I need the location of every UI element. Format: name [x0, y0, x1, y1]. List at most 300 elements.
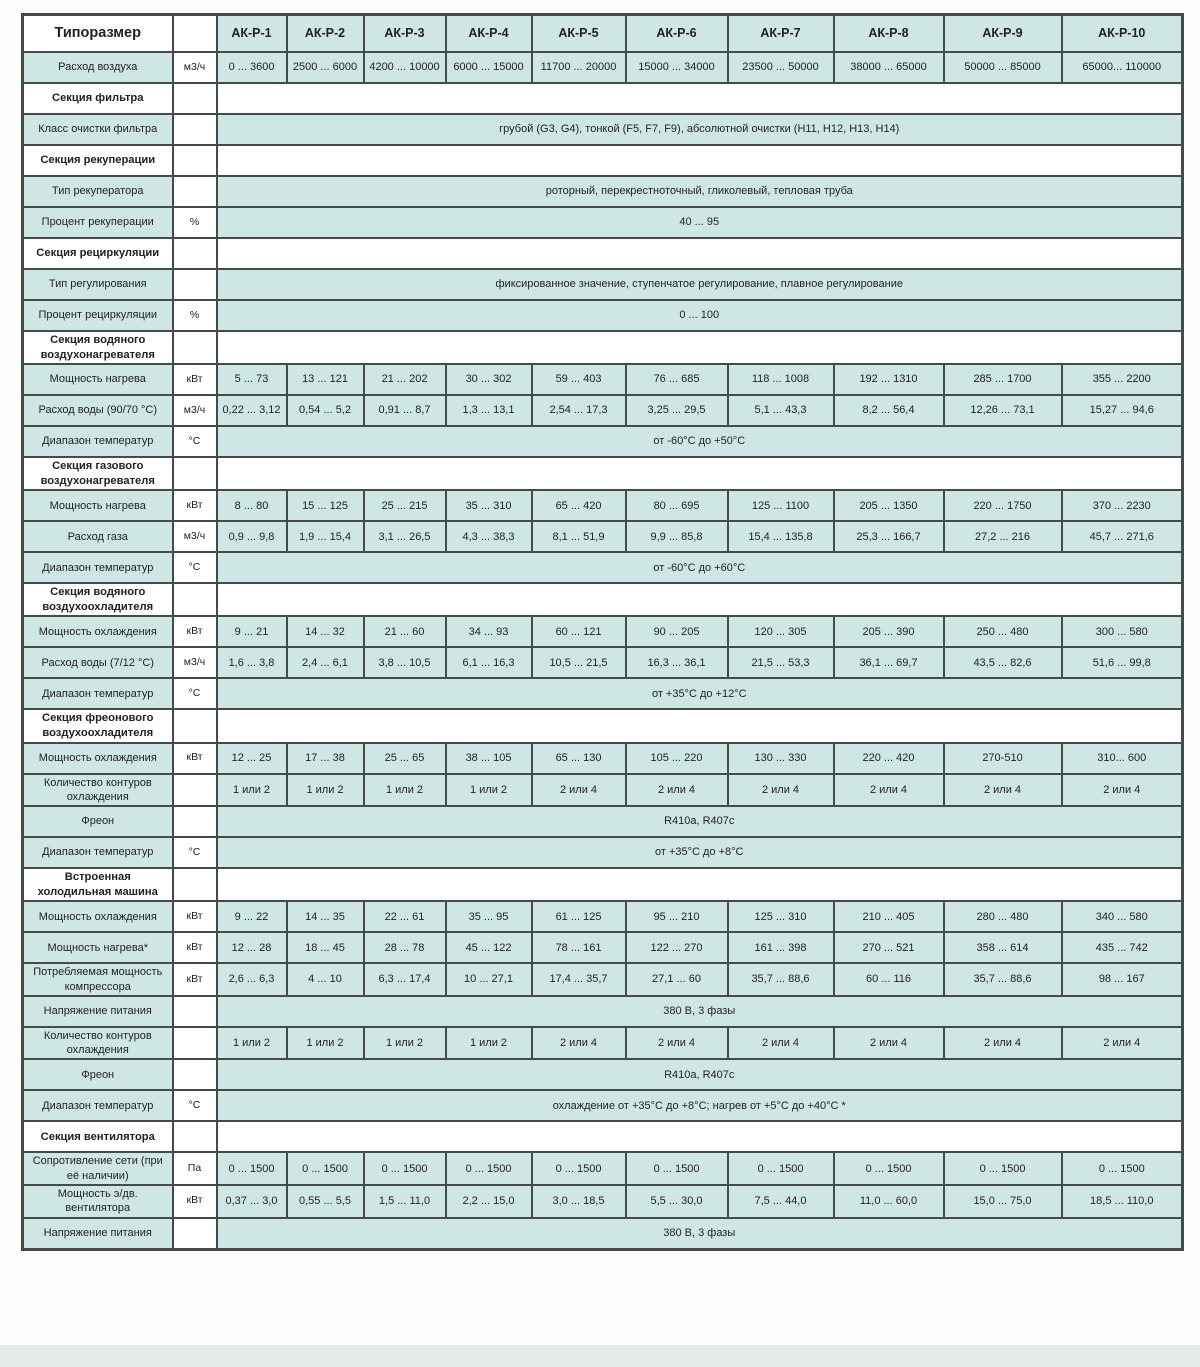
value-cell: 5,5 ... 30,0 — [626, 1185, 728, 1218]
table-row — [23, 1027, 1183, 1060]
value-cell: 130 ... 330 — [728, 743, 834, 774]
value-cell: 18,5 ... 110,0 — [1062, 1185, 1183, 1218]
row-label: Расход воды (7/12 °С) — [23, 647, 173, 678]
value-cell: 27,2 ... 216 — [944, 521, 1062, 552]
value-cell: 0,37 ... 3,0 — [217, 1185, 287, 1218]
column-header: АК-Р-2 — [287, 15, 364, 53]
merged-value: роторный, перекрестноточный, гликолевый, тепловая труба — [217, 176, 1183, 207]
unit-label — [173, 1218, 217, 1250]
value-cell: 0,54 ... 5,2 — [287, 395, 364, 426]
value-cell: 78 ... 161 — [532, 932, 626, 963]
unit-label: м3/ч — [173, 647, 217, 678]
unit-cell — [173, 331, 217, 364]
row-label: Количество контуров охлаждения — [23, 1027, 173, 1060]
unit-cell — [173, 457, 217, 490]
value-cell: 2 или 4 — [834, 1027, 944, 1060]
value-cell: 80 ... 695 — [626, 490, 728, 521]
table-row — [23, 364, 1183, 395]
value-cell: 2 или 4 — [944, 774, 1062, 807]
row-label: Процент рекуперации — [23, 207, 173, 238]
value-cell: 18 ... 45 — [287, 932, 364, 963]
merged-value: 380 В, 3 фазы — [217, 996, 1183, 1027]
value-cell: 1 или 2 — [446, 774, 532, 807]
section-space — [217, 1121, 1183, 1152]
table-row — [23, 176, 1183, 207]
table-row — [23, 269, 1183, 300]
value-cell: 27,1 ... 60 — [626, 963, 728, 996]
section-row — [23, 709, 1183, 742]
value-cell: 1 или 2 — [364, 1027, 446, 1060]
value-cell: 2 или 4 — [1062, 774, 1183, 807]
value-cell: 60 ... 116 — [834, 963, 944, 996]
value-cell: 2 или 4 — [626, 774, 728, 807]
table-row — [23, 806, 1183, 837]
value-cell: 22 ... 61 — [364, 901, 446, 932]
value-cell: 270 ... 521 — [834, 932, 944, 963]
merged-value: охлаждение от +35°С до +8°С; нагрев от +5°С до +40°С * — [217, 1090, 1183, 1121]
value-cell: 1 или 2 — [287, 774, 364, 807]
value-cell: 0 ... 1500 — [287, 1152, 364, 1185]
unit-cell — [173, 145, 217, 176]
value-cell: 59 ... 403 — [532, 364, 626, 395]
value-cell: 11,0 ... 60,0 — [834, 1185, 944, 1218]
section-row — [23, 331, 1183, 364]
section-label: Секция газового воздухонагревателя — [23, 457, 173, 490]
value-cell: 1,5 ... 11,0 — [364, 1185, 446, 1218]
value-cell: 4,3 ... 38,3 — [446, 521, 532, 552]
table-row — [23, 932, 1183, 963]
table-row — [23, 774, 1183, 807]
value-cell: 35,7 ... 88,6 — [728, 963, 834, 996]
value-cell: 0 ... 1500 — [217, 1152, 287, 1185]
value-cell: 250 ... 480 — [944, 616, 1062, 647]
value-cell: 60 ... 121 — [532, 616, 626, 647]
unit-label: °С — [173, 552, 217, 583]
value-cell: 0 ... 1500 — [944, 1152, 1062, 1185]
row-label: Диапазон температур — [23, 678, 173, 709]
value-cell: 95 ... 210 — [626, 901, 728, 932]
merged-value: от +35°С до +8°С — [217, 837, 1183, 868]
value-cell: 34 ... 93 — [446, 616, 532, 647]
unit-label: кВт — [173, 490, 217, 521]
value-cell: 25 ... 215 — [364, 490, 446, 521]
section-space — [217, 868, 1183, 901]
value-cell: 61 ... 125 — [532, 901, 626, 932]
value-cell: 2,2 ... 15,0 — [446, 1185, 532, 1218]
value-cell: 1,6 ... 3,8 — [217, 647, 287, 678]
value-cell: 0 ... 1500 — [1062, 1152, 1183, 1185]
section-label: Секция рекуперации — [23, 145, 173, 176]
section-row — [23, 83, 1183, 114]
value-cell: 0 ... 1500 — [728, 1152, 834, 1185]
value-cell: 270-510 — [944, 743, 1062, 774]
value-cell: 2 или 4 — [532, 774, 626, 807]
unit-label — [173, 1059, 217, 1090]
table-row — [23, 616, 1183, 647]
value-cell: 1,3 ... 13,1 — [446, 395, 532, 426]
value-cell: 10,5 ... 21,5 — [532, 647, 626, 678]
value-cell: 23500 ... 50000 — [728, 52, 834, 83]
value-cell: 98 ... 167 — [1062, 963, 1183, 996]
value-cell: 14 ... 35 — [287, 901, 364, 932]
value-cell: 30 ... 302 — [446, 364, 532, 395]
value-cell: 3,0 ... 18,5 — [532, 1185, 626, 1218]
value-cell: 15,27 ... 94,6 — [1062, 395, 1183, 426]
section-space — [217, 709, 1183, 742]
table-header-row — [23, 15, 1183, 53]
section-space — [217, 145, 1183, 176]
unit-cell — [173, 15, 217, 53]
row-label: Сопротивление сети (при её наличии) — [23, 1152, 173, 1185]
value-cell: 310... 600 — [1062, 743, 1183, 774]
unit-cell — [173, 709, 217, 742]
value-cell: 2,4 ... 6,1 — [287, 647, 364, 678]
value-cell: 280 ... 480 — [944, 901, 1062, 932]
value-cell: 2,6 ... 6,3 — [217, 963, 287, 996]
value-cell: 15,4 ... 135,8 — [728, 521, 834, 552]
value-cell: 65 ... 130 — [532, 743, 626, 774]
unit-cell — [173, 83, 217, 114]
row-label: Расход воды (90/70 °С) — [23, 395, 173, 426]
unit-label: % — [173, 207, 217, 238]
table-row — [23, 114, 1183, 145]
table-row — [23, 901, 1183, 932]
value-cell: 220 ... 1750 — [944, 490, 1062, 521]
table-row — [23, 1152, 1183, 1185]
table-row — [23, 52, 1183, 83]
section-space — [217, 83, 1183, 114]
column-header: АК-Р-1 — [217, 15, 287, 53]
value-cell: 35 ... 95 — [446, 901, 532, 932]
value-cell: 15000 ... 34000 — [626, 52, 728, 83]
value-cell: 340 ... 580 — [1062, 901, 1183, 932]
unit-label — [173, 114, 217, 145]
value-cell: 9,9 ... 85,8 — [626, 521, 728, 552]
value-cell: 205 ... 1350 — [834, 490, 944, 521]
row-label: Тип рекуператора — [23, 176, 173, 207]
unit-cell — [173, 238, 217, 269]
table-row — [23, 996, 1183, 1027]
merged-value: фиксированное значение, ступенчатое регулирование, плавное регулирование — [217, 269, 1183, 300]
row-label: Количество контуров охлаждения — [23, 774, 173, 807]
section-label: Секция вентилятора — [23, 1121, 173, 1152]
value-cell: 355 ... 2200 — [1062, 364, 1183, 395]
value-cell: 14 ... 32 — [287, 616, 364, 647]
table-row — [23, 552, 1183, 583]
value-cell: 2 или 4 — [1062, 1027, 1183, 1060]
table-row — [23, 1218, 1183, 1250]
value-cell: 105 ... 220 — [626, 743, 728, 774]
section-label: Секция рециркуляции — [23, 238, 173, 269]
section-space — [217, 457, 1183, 490]
row-label: Напряжение питания — [23, 996, 173, 1027]
row-label: Мощность охлаждения — [23, 901, 173, 932]
value-cell: 2 или 4 — [728, 774, 834, 807]
unit-label: кВт — [173, 901, 217, 932]
unit-cell — [173, 1121, 217, 1152]
value-cell: 125 ... 1100 — [728, 490, 834, 521]
unit-label: Па — [173, 1152, 217, 1185]
row-label: Напряжение питания — [23, 1218, 173, 1250]
table-row — [23, 395, 1183, 426]
value-cell: 0,91 ... 8,7 — [364, 395, 446, 426]
merged-value: R410a, R407c — [217, 806, 1183, 837]
column-header: АК-Р-10 — [1062, 15, 1183, 53]
value-cell: 0 ... 1500 — [532, 1152, 626, 1185]
value-cell: 51,6 ... 99,8 — [1062, 647, 1183, 678]
value-cell: 3,8 ... 10,5 — [364, 647, 446, 678]
unit-label: °С — [173, 837, 217, 868]
value-cell: 21 ... 60 — [364, 616, 446, 647]
value-cell: 2 или 4 — [728, 1027, 834, 1060]
value-cell: 9 ... 21 — [217, 616, 287, 647]
value-cell: 15,0 ... 75,0 — [944, 1185, 1062, 1218]
value-cell: 12,26 ... 73,1 — [944, 395, 1062, 426]
section-row — [23, 145, 1183, 176]
column-header: АК-Р-3 — [364, 15, 446, 53]
value-cell: 0,22 ... 3,12 — [217, 395, 287, 426]
value-cell: 2 или 4 — [626, 1027, 728, 1060]
merged-value: от -60°С до +60°С — [217, 552, 1183, 583]
row-label: Расход воздуха — [23, 52, 173, 83]
value-cell: 4200 ... 10000 — [364, 52, 446, 83]
row-label: Класс очистки фильтра — [23, 114, 173, 145]
value-cell: 435 ... 742 — [1062, 932, 1183, 963]
merged-value: от +35°С до +12°С — [217, 678, 1183, 709]
row-label: Мощность нагрева — [23, 490, 173, 521]
value-cell: 192 ... 1310 — [834, 364, 944, 395]
value-cell: 161 ... 398 — [728, 932, 834, 963]
value-cell: 2,54 ... 17,3 — [532, 395, 626, 426]
value-cell: 10 ... 27,1 — [446, 963, 532, 996]
value-cell: 11700 ... 20000 — [532, 52, 626, 83]
value-cell: 122 ... 270 — [626, 932, 728, 963]
value-cell: 6000 ... 15000 — [446, 52, 532, 83]
row-label: Диапазон температур — [23, 837, 173, 868]
value-cell: 25,3 ... 166,7 — [834, 521, 944, 552]
value-cell: 2500 ... 6000 — [287, 52, 364, 83]
value-cell: 35,7 ... 88,6 — [944, 963, 1062, 996]
section-label: Секция фильтра — [23, 83, 173, 114]
column-header: АК-Р-5 — [532, 15, 626, 53]
section-row — [23, 868, 1183, 901]
value-cell: 120 ... 305 — [728, 616, 834, 647]
row-label: Мощность нагрева* — [23, 932, 173, 963]
value-cell: 65 ... 420 — [532, 490, 626, 521]
value-cell: 65000... 110000 — [1062, 52, 1183, 83]
column-header: АК-Р-7 — [728, 15, 834, 53]
merged-value: 0 ... 100 — [217, 300, 1183, 331]
row-label: Мощность э/дв. вентилятора — [23, 1185, 173, 1218]
value-cell: 285 ... 1700 — [944, 364, 1062, 395]
unit-label — [173, 1027, 217, 1060]
table-row — [23, 490, 1183, 521]
unit-label: кВт — [173, 616, 217, 647]
row-label: Диапазон температур — [23, 552, 173, 583]
value-cell: 8,1 ... 51,9 — [532, 521, 626, 552]
value-cell: 0 ... 1500 — [626, 1152, 728, 1185]
merged-value: от -60°С до +50°С — [217, 426, 1183, 457]
value-cell: 21,5 ... 53,3 — [728, 647, 834, 678]
value-cell: 2 или 4 — [834, 774, 944, 807]
unit-label — [173, 774, 217, 807]
table-row — [23, 207, 1183, 238]
value-cell: 0,9 ... 9,8 — [217, 521, 287, 552]
value-cell: 4 ... 10 — [287, 963, 364, 996]
value-cell: 205 ... 390 — [834, 616, 944, 647]
value-cell: 5,1 ... 43,3 — [728, 395, 834, 426]
unit-label: °С — [173, 1090, 217, 1121]
value-cell: 0 ... 1500 — [834, 1152, 944, 1185]
row-label: Мощность охлаждения — [23, 743, 173, 774]
value-cell: 0 ... 1500 — [364, 1152, 446, 1185]
value-cell: 358 ... 614 — [944, 932, 1062, 963]
value-cell: 0 ... 1500 — [446, 1152, 532, 1185]
table-row — [23, 1090, 1183, 1121]
section-label: Секция фреонового воздухоохладителя — [23, 709, 173, 742]
unit-label — [173, 806, 217, 837]
unit-label — [173, 269, 217, 300]
column-header: АК-Р-4 — [446, 15, 532, 53]
merged-value: 380 В, 3 фазы — [217, 1218, 1183, 1250]
spec-table — [21, 13, 1184, 1251]
value-cell: 3,1 ... 26,5 — [364, 521, 446, 552]
column-header: АК-Р-9 — [944, 15, 1062, 53]
merged-value: грубой (G3, G4), тонкой (F5, F7, F9), абсолютной очистки (H11, H12, H13, H14) — [217, 114, 1183, 145]
value-cell: 2 или 4 — [532, 1027, 626, 1060]
value-cell: 12 ... 25 — [217, 743, 287, 774]
value-cell: 300 ... 580 — [1062, 616, 1183, 647]
section-space — [217, 331, 1183, 364]
table-row — [23, 678, 1183, 709]
value-cell: 118 ... 1008 — [728, 364, 834, 395]
value-cell: 17,4 ... 35,7 — [532, 963, 626, 996]
unit-label: кВт — [173, 932, 217, 963]
value-cell: 125 ... 310 — [728, 901, 834, 932]
table-row — [23, 426, 1183, 457]
value-cell: 5 ... 73 — [217, 364, 287, 395]
value-cell: 21 ... 202 — [364, 364, 446, 395]
table-row — [23, 647, 1183, 678]
value-cell: 36,1 ... 69,7 — [834, 647, 944, 678]
unit-cell — [173, 868, 217, 901]
value-cell: 43,5 ... 82,6 — [944, 647, 1062, 678]
table-row — [23, 521, 1183, 552]
value-cell: 9 ... 22 — [217, 901, 287, 932]
table-row — [23, 837, 1183, 868]
value-cell: 15 ... 125 — [287, 490, 364, 521]
section-row — [23, 583, 1183, 616]
row-label: Тип регулирования — [23, 269, 173, 300]
value-cell: 2 или 4 — [944, 1027, 1062, 1060]
unit-label: кВт — [173, 1185, 217, 1218]
row-label: Диапазон температур — [23, 1090, 173, 1121]
value-cell: 35 ... 310 — [446, 490, 532, 521]
value-cell: 17 ... 38 — [287, 743, 364, 774]
column-header: АК-Р-6 — [626, 15, 728, 53]
section-row — [23, 238, 1183, 269]
unit-label: м3/ч — [173, 52, 217, 83]
value-cell: 6,1 ... 16,3 — [446, 647, 532, 678]
merged-value: 40 ... 95 — [217, 207, 1183, 238]
value-cell: 210 ... 405 — [834, 901, 944, 932]
table-row — [23, 1185, 1183, 1218]
value-cell: 8 ... 80 — [217, 490, 287, 521]
row-label: Процент рециркуляции — [23, 300, 173, 331]
unit-label: кВт — [173, 963, 217, 996]
unit-label: кВт — [173, 743, 217, 774]
section-space — [217, 238, 1183, 269]
value-cell: 1 или 2 — [287, 1027, 364, 1060]
value-cell: 45 ... 122 — [446, 932, 532, 963]
bottom-bar — [0, 1345, 1200, 1367]
value-cell: 3,25 ... 29,5 — [626, 395, 728, 426]
row-label: Диапазон температур — [23, 426, 173, 457]
table-row — [23, 300, 1183, 331]
value-cell: 13 ... 121 — [287, 364, 364, 395]
table-title-cell: Типоразмер — [23, 15, 173, 53]
merged-value: R410a, R407c — [217, 1059, 1183, 1090]
unit-label: % — [173, 300, 217, 331]
value-cell: 12 ... 28 — [217, 932, 287, 963]
value-cell: 25 ... 65 — [364, 743, 446, 774]
value-cell: 0,55 ... 5,5 — [287, 1185, 364, 1218]
row-label: Фреон — [23, 1059, 173, 1090]
value-cell: 50000 ... 85000 — [944, 52, 1062, 83]
value-cell: 16,3 ... 36,1 — [626, 647, 728, 678]
column-header: АК-Р-8 — [834, 15, 944, 53]
section-row — [23, 1121, 1183, 1152]
section-space — [217, 583, 1183, 616]
row-label: Мощность охлаждения — [23, 616, 173, 647]
value-cell: 28 ... 78 — [364, 932, 446, 963]
unit-label: °С — [173, 426, 217, 457]
value-cell: 220 ... 420 — [834, 743, 944, 774]
row-label: Мощность нагрева — [23, 364, 173, 395]
value-cell: 1 или 2 — [217, 1027, 287, 1060]
section-label: Секция водяного воздухоохладителя — [23, 583, 173, 616]
section-label: Секция водяного воздухонагревателя — [23, 331, 173, 364]
value-cell: 1,9 ... 15,4 — [287, 521, 364, 552]
value-cell: 76 ... 685 — [626, 364, 728, 395]
unit-label: кВт — [173, 364, 217, 395]
value-cell: 370 ... 2230 — [1062, 490, 1183, 521]
row-label: Расход газа — [23, 521, 173, 552]
value-cell: 8,2 ... 56,4 — [834, 395, 944, 426]
value-cell: 45,7 ... 271,6 — [1062, 521, 1183, 552]
unit-label — [173, 176, 217, 207]
value-cell: 1 или 2 — [364, 774, 446, 807]
row-label: Фреон — [23, 806, 173, 837]
unit-label — [173, 996, 217, 1027]
table-row — [23, 1059, 1183, 1090]
value-cell: 1 или 2 — [446, 1027, 532, 1060]
table-row — [23, 963, 1183, 996]
value-cell: 90 ... 205 — [626, 616, 728, 647]
value-cell: 6,3 ... 17,4 — [364, 963, 446, 996]
unit-label: °С — [173, 678, 217, 709]
value-cell: 0 ... 3600 — [217, 52, 287, 83]
unit-cell — [173, 583, 217, 616]
value-cell: 7,5 ... 44,0 — [728, 1185, 834, 1218]
value-cell: 1 или 2 — [217, 774, 287, 807]
value-cell: 38 ... 105 — [446, 743, 532, 774]
row-label: Потребляемая мощность компрессора — [23, 963, 173, 996]
unit-label: м3/ч — [173, 395, 217, 426]
section-row — [23, 457, 1183, 490]
table-row — [23, 743, 1183, 774]
section-label: Встроенная холодильная машина — [23, 868, 173, 901]
